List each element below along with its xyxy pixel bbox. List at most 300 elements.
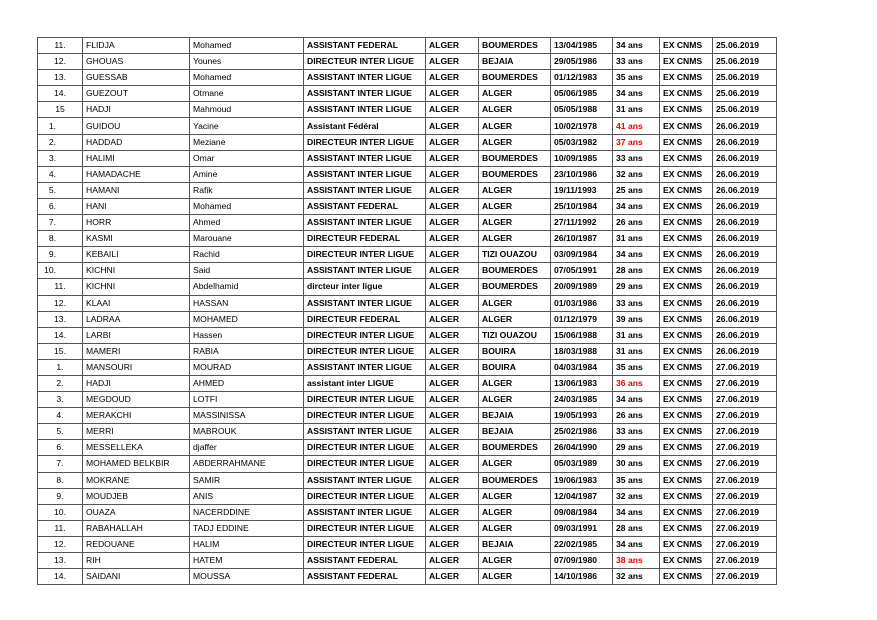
date-cell: 27.06.2019 xyxy=(713,408,777,424)
wilaya-cell: ALGER xyxy=(426,375,479,391)
city-cell: BEJAIA xyxy=(479,424,551,440)
age-cell: 31 ans xyxy=(613,343,660,359)
first-name-cell: TADJ EDDINE xyxy=(190,520,304,536)
origin-cell: EX CNMS xyxy=(660,279,713,295)
birth-date-cell: 12/04/1987 xyxy=(551,488,613,504)
function-cell: ASSISTANT INTER LIGUE xyxy=(304,150,426,166)
function-cell: ASSISTANT INTER LIGUE xyxy=(304,166,426,182)
wilaya-cell: ALGER xyxy=(426,424,479,440)
wilaya-cell: ALGER xyxy=(426,504,479,520)
first-name-cell: MOUSSA xyxy=(190,569,304,585)
last-name-cell: GHOUAS xyxy=(83,54,190,70)
age-cell: 28 ans xyxy=(613,263,660,279)
function-cell: DIRECTEUR INTER LIGUE xyxy=(304,247,426,263)
last-name-cell: MOUDJEB xyxy=(83,488,190,504)
origin-cell: EX CNMS xyxy=(660,553,713,569)
table-row xyxy=(38,198,777,214)
age-cell: 35 ans xyxy=(613,70,660,86)
wilaya-cell: ALGER xyxy=(426,231,479,247)
age-cell: 34 ans xyxy=(613,247,660,263)
last-name-cell: MERRI xyxy=(83,424,190,440)
birth-date-cell: 13/06/1983 xyxy=(551,375,613,391)
date-cell: 25.06.2019 xyxy=(713,54,777,70)
table-row xyxy=(38,279,777,295)
function-cell: DIRECTEUR INTER LIGUE xyxy=(304,134,426,150)
age-cell: 31 ans xyxy=(613,102,660,118)
origin-cell: EX CNMS xyxy=(660,134,713,150)
last-name-cell: MESSELLEKA xyxy=(83,440,190,456)
origin-cell: EX CNMS xyxy=(660,70,713,86)
function-cell: DIRECTEUR INTER LIGUE xyxy=(304,392,426,408)
row-number-cell: 9. xyxy=(38,488,83,504)
origin-cell: EX CNMS xyxy=(660,102,713,118)
age-cell: 29 ans xyxy=(613,279,660,295)
function-cell: DIRECTEUR INTER LIGUE xyxy=(304,408,426,424)
origin-cell: EX CNMS xyxy=(660,424,713,440)
first-name-cell: Mahmoud xyxy=(190,102,304,118)
city-cell: ALGER xyxy=(479,134,551,150)
age-cell: 32 ans xyxy=(613,488,660,504)
birth-date-cell: 05/03/1982 xyxy=(551,134,613,150)
last-name-cell: KICHNI xyxy=(83,279,190,295)
city-cell: ALGER xyxy=(479,520,551,536)
birth-date-cell: 29/05/1986 xyxy=(551,54,613,70)
table-row xyxy=(38,375,777,391)
date-cell: 26.06.2019 xyxy=(713,279,777,295)
function-cell: ASSISTANT FEDERAL xyxy=(304,198,426,214)
date-cell: 26.06.2019 xyxy=(713,215,777,231)
origin-cell: EX CNMS xyxy=(660,569,713,585)
birth-date-cell: 09/08/1984 xyxy=(551,504,613,520)
birth-date-cell: 14/10/1986 xyxy=(551,569,613,585)
table-row xyxy=(38,569,777,585)
date-cell: 27.06.2019 xyxy=(713,553,777,569)
row-number-cell: 5. xyxy=(38,424,83,440)
table-row xyxy=(38,424,777,440)
date-cell: 26.06.2019 xyxy=(713,343,777,359)
row-number-cell: 11. xyxy=(38,38,83,54)
age-cell: 33 ans xyxy=(613,54,660,70)
function-cell: Assistant Fédéral xyxy=(304,118,426,134)
wilaya-cell: ALGER xyxy=(426,359,479,375)
row-number-cell: 4. xyxy=(38,166,83,182)
city-cell: TIZI OUAZOU xyxy=(479,247,551,263)
date-cell: 26.06.2019 xyxy=(713,311,777,327)
origin-cell: EX CNMS xyxy=(660,488,713,504)
wilaya-cell: ALGER xyxy=(426,472,479,488)
date-cell: 27.06.2019 xyxy=(713,359,777,375)
origin-cell: EX CNMS xyxy=(660,392,713,408)
table-row xyxy=(38,182,777,198)
function-cell: ASSISTANT INTER LIGUE xyxy=(304,215,426,231)
birth-date-cell: 01/12/1979 xyxy=(551,311,613,327)
city-cell: BOUMERDES xyxy=(479,70,551,86)
first-name-cell: Mohamed xyxy=(190,70,304,86)
last-name-cell: HADJI xyxy=(83,102,190,118)
city-cell: ALGER xyxy=(479,311,551,327)
birth-date-cell: 26/10/1987 xyxy=(551,231,613,247)
origin-cell: EX CNMS xyxy=(660,182,713,198)
function-cell: ASSISTANT FEDERAL xyxy=(304,553,426,569)
last-name-cell: KLAAI xyxy=(83,295,190,311)
first-name-cell: HALIM xyxy=(190,536,304,552)
wilaya-cell: ALGER xyxy=(426,263,479,279)
first-name-cell: Younes xyxy=(190,54,304,70)
last-name-cell: REDOUANE xyxy=(83,536,190,552)
date-cell: 26.06.2019 xyxy=(713,134,777,150)
function-cell: ASSISTANT INTER LIGUE xyxy=(304,424,426,440)
age-cell: 37 ans xyxy=(613,134,660,150)
age-cell: 28 ans xyxy=(613,520,660,536)
wilaya-cell: ALGER xyxy=(426,150,479,166)
last-name-cell: KASMI xyxy=(83,231,190,247)
date-cell: 25.06.2019 xyxy=(713,38,777,54)
row-number-cell: 3. xyxy=(38,150,83,166)
table-row xyxy=(38,150,777,166)
last-name-cell: MOKRANE xyxy=(83,472,190,488)
city-cell: BOUMERDES xyxy=(479,472,551,488)
city-cell: BOUIRA xyxy=(479,359,551,375)
wilaya-cell: ALGER xyxy=(426,536,479,552)
last-name-cell: RIH xyxy=(83,553,190,569)
city-cell: ALGER xyxy=(479,102,551,118)
row-number-cell: 12. xyxy=(38,54,83,70)
date-cell: 25.06.2019 xyxy=(713,86,777,102)
origin-cell: EX CNMS xyxy=(660,359,713,375)
age-cell: 34 ans xyxy=(613,392,660,408)
birth-date-cell: 24/03/1985 xyxy=(551,392,613,408)
date-cell: 26.06.2019 xyxy=(713,150,777,166)
city-cell: ALGER xyxy=(479,456,551,472)
row-number-cell: 14. xyxy=(38,569,83,585)
birth-date-cell: 20/09/1989 xyxy=(551,279,613,295)
wilaya-cell: ALGER xyxy=(426,311,479,327)
age-cell: 26 ans xyxy=(613,215,660,231)
last-name-cell: SAIDANI xyxy=(83,569,190,585)
wilaya-cell: ALGER xyxy=(426,295,479,311)
birth-date-cell: 07/09/1980 xyxy=(551,553,613,569)
row-number-cell: 13. xyxy=(38,70,83,86)
wilaya-cell: ALGER xyxy=(426,38,479,54)
function-cell: ASSISTANT INTER LIGUE xyxy=(304,504,426,520)
date-cell: 26.06.2019 xyxy=(713,182,777,198)
wilaya-cell: ALGER xyxy=(426,86,479,102)
date-cell: 26.06.2019 xyxy=(713,247,777,263)
city-cell: ALGER xyxy=(479,198,551,214)
row-number-cell: 1. xyxy=(38,118,83,134)
table-row xyxy=(38,536,777,552)
last-name-cell: GUEZOUT xyxy=(83,86,190,102)
birth-date-cell: 19/05/1993 xyxy=(551,408,613,424)
function-cell: dircteur inter ligue xyxy=(304,279,426,295)
first-name-cell: MOHAMED xyxy=(190,311,304,327)
row-number-cell: 6. xyxy=(38,440,83,456)
birth-date-cell: 25/02/1986 xyxy=(551,424,613,440)
last-name-cell: RABAHALLAH xyxy=(83,520,190,536)
function-cell: DIRECTEUR INTER LIGUE xyxy=(304,456,426,472)
origin-cell: EX CNMS xyxy=(660,343,713,359)
wilaya-cell: ALGER xyxy=(426,408,479,424)
date-cell: 25.06.2019 xyxy=(713,70,777,86)
wilaya-cell: ALGER xyxy=(426,166,479,182)
function-cell: ASSISTANT INTER LIGUE xyxy=(304,263,426,279)
city-cell: ALGER xyxy=(479,295,551,311)
age-cell: 31 ans xyxy=(613,327,660,343)
first-name-cell: Omar xyxy=(190,150,304,166)
age-cell: 34 ans xyxy=(613,86,660,102)
last-name-cell: HADDAD xyxy=(83,134,190,150)
first-name-cell: djaffer xyxy=(190,440,304,456)
wilaya-cell: ALGER xyxy=(426,54,479,70)
first-name-cell: LOTFI xyxy=(190,392,304,408)
origin-cell: EX CNMS xyxy=(660,86,713,102)
birth-date-cell: 19/11/1993 xyxy=(551,182,613,198)
function-cell: ASSISTANT INTER LIGUE xyxy=(304,70,426,86)
age-cell: 26 ans xyxy=(613,408,660,424)
last-name-cell: FLIDJA xyxy=(83,38,190,54)
first-name-cell: RABIA xyxy=(190,343,304,359)
table-row xyxy=(38,553,777,569)
city-cell: BOUMERDES xyxy=(479,38,551,54)
table-row xyxy=(38,408,777,424)
roster-table xyxy=(37,37,777,585)
wilaya-cell: ALGER xyxy=(426,488,479,504)
birth-date-cell: 27/11/1992 xyxy=(551,215,613,231)
birth-date-cell: 07/05/1991 xyxy=(551,263,613,279)
row-number-cell: 1. xyxy=(38,359,83,375)
row-number-cell: 4. xyxy=(38,408,83,424)
table-row xyxy=(38,472,777,488)
wilaya-cell: ALGER xyxy=(426,343,479,359)
row-number-cell: 6. xyxy=(38,198,83,214)
age-cell: 29 ans xyxy=(613,440,660,456)
table-row xyxy=(38,359,777,375)
first-name-cell: ABDERRAHMANE xyxy=(190,456,304,472)
table-row xyxy=(38,392,777,408)
table-row xyxy=(38,102,777,118)
function-cell: ASSISTANT FEDERAL xyxy=(304,38,426,54)
birth-date-cell: 01/12/1983 xyxy=(551,70,613,86)
function-cell: DIRECTEUR INTER LIGUE xyxy=(304,536,426,552)
city-cell: BOUMERDES xyxy=(479,440,551,456)
wilaya-cell: ALGER xyxy=(426,70,479,86)
wilaya-cell: ALGER xyxy=(426,392,479,408)
table-row xyxy=(38,343,777,359)
table-row xyxy=(38,327,777,343)
first-name-cell: NACERDDINE xyxy=(190,504,304,520)
age-cell: 41 ans xyxy=(613,118,660,134)
row-number-cell: 15. xyxy=(38,343,83,359)
last-name-cell: LADRAA xyxy=(83,311,190,327)
city-cell: BEJAIA xyxy=(479,408,551,424)
row-number-cell: 10. xyxy=(38,504,83,520)
origin-cell: EX CNMS xyxy=(660,247,713,263)
city-cell: ALGER xyxy=(479,118,551,134)
row-number-cell: 11. xyxy=(38,520,83,536)
last-name-cell: GUIDOU xyxy=(83,118,190,134)
table-row xyxy=(38,70,777,86)
row-number-cell: 10. xyxy=(38,263,83,279)
city-cell: ALGER xyxy=(479,86,551,102)
table-row xyxy=(38,311,777,327)
date-cell: 27.06.2019 xyxy=(713,440,777,456)
date-cell: 26.06.2019 xyxy=(713,263,777,279)
city-cell: BOUMERDES xyxy=(479,279,551,295)
origin-cell: EX CNMS xyxy=(660,38,713,54)
function-cell: DIRECTEUR FEDERAL xyxy=(304,231,426,247)
table-row xyxy=(38,247,777,263)
function-cell: assistant inter LIGUE xyxy=(304,375,426,391)
city-cell: ALGER xyxy=(479,504,551,520)
date-cell: 25.06.2019 xyxy=(713,102,777,118)
function-cell: ASSISTANT INTER LIGUE xyxy=(304,472,426,488)
last-name-cell: HAMANI xyxy=(83,182,190,198)
age-cell: 32 ans xyxy=(613,569,660,585)
wilaya-cell: ALGER xyxy=(426,134,479,150)
origin-cell: EX CNMS xyxy=(660,166,713,182)
age-cell: 34 ans xyxy=(613,536,660,552)
first-name-cell: Said xyxy=(190,263,304,279)
birth-date-cell: 10/02/1978 xyxy=(551,118,613,134)
date-cell: 26.06.2019 xyxy=(713,327,777,343)
table-row xyxy=(38,504,777,520)
function-cell: DIRECTEUR INTER LIGUE xyxy=(304,520,426,536)
table-row xyxy=(38,295,777,311)
age-cell: 38 ans xyxy=(613,553,660,569)
city-cell: TIZI OUAZOU xyxy=(479,327,551,343)
wilaya-cell: ALGER xyxy=(426,102,479,118)
last-name-cell: MANSOURI xyxy=(83,359,190,375)
wilaya-cell: ALGER xyxy=(426,569,479,585)
date-cell: 27.06.2019 xyxy=(713,375,777,391)
origin-cell: EX CNMS xyxy=(660,311,713,327)
last-name-cell: LARBI xyxy=(83,327,190,343)
function-cell: ASSISTANT INTER LIGUE xyxy=(304,102,426,118)
birth-date-cell: 05/06/1985 xyxy=(551,86,613,102)
city-cell: ALGER xyxy=(479,569,551,585)
last-name-cell: HAMADACHE xyxy=(83,166,190,182)
origin-cell: EX CNMS xyxy=(660,440,713,456)
last-name-cell: KEBAILI xyxy=(83,247,190,263)
origin-cell: EX CNMS xyxy=(660,504,713,520)
first-name-cell: MABROUK xyxy=(190,424,304,440)
date-cell: 26.06.2019 xyxy=(713,295,777,311)
wilaya-cell: ALGER xyxy=(426,182,479,198)
date-cell: 27.06.2019 xyxy=(713,392,777,408)
age-cell: 34 ans xyxy=(613,504,660,520)
age-cell: 33 ans xyxy=(613,424,660,440)
last-name-cell: MEGDOUD xyxy=(83,392,190,408)
birth-date-cell: 22/02/1985 xyxy=(551,536,613,552)
birth-date-cell: 23/10/1986 xyxy=(551,166,613,182)
origin-cell: EX CNMS xyxy=(660,536,713,552)
birth-date-cell: 18/03/1988 xyxy=(551,343,613,359)
table-row xyxy=(38,166,777,182)
function-cell: ASSISTANT FEDERAL xyxy=(304,569,426,585)
first-name-cell: HASSAN xyxy=(190,295,304,311)
origin-cell: EX CNMS xyxy=(660,456,713,472)
birth-date-cell: 01/03/1986 xyxy=(551,295,613,311)
row-number-cell: 11. xyxy=(38,279,83,295)
function-cell: ASSISTANT INTER LIGUE xyxy=(304,182,426,198)
first-name-cell: Marouane xyxy=(190,231,304,247)
origin-cell: EX CNMS xyxy=(660,295,713,311)
wilaya-cell: ALGER xyxy=(426,520,479,536)
wilaya-cell: ALGER xyxy=(426,198,479,214)
function-cell: ASSISTANT INTER LIGUE xyxy=(304,359,426,375)
first-name-cell: Hassen xyxy=(190,327,304,343)
first-name-cell: Ahmed xyxy=(190,215,304,231)
city-cell: BOUIRA xyxy=(479,343,551,359)
date-cell: 26.06.2019 xyxy=(713,118,777,134)
birth-date-cell: 15/06/1988 xyxy=(551,327,613,343)
origin-cell: EX CNMS xyxy=(660,215,713,231)
row-number-cell: 3. xyxy=(38,392,83,408)
last-name-cell: OUAZA xyxy=(83,504,190,520)
first-name-cell: Mohamed xyxy=(190,38,304,54)
row-number-cell: 8. xyxy=(38,472,83,488)
wilaya-cell: ALGER xyxy=(426,215,479,231)
age-cell: 30 ans xyxy=(613,456,660,472)
row-number-cell: 9. xyxy=(38,247,83,263)
origin-cell: EX CNMS xyxy=(660,54,713,70)
wilaya-cell: ALGER xyxy=(426,456,479,472)
birth-date-cell: 05/05/1988 xyxy=(551,102,613,118)
last-name-cell: MOHAMED BELKBIR xyxy=(83,456,190,472)
first-name-cell: Meziane xyxy=(190,134,304,150)
age-cell: 32 ans xyxy=(613,166,660,182)
origin-cell: EX CNMS xyxy=(660,150,713,166)
table-row xyxy=(38,118,777,134)
last-name-cell: MERAKCHI xyxy=(83,408,190,424)
wilaya-cell: ALGER xyxy=(426,440,479,456)
first-name-cell: Otmane xyxy=(190,86,304,102)
origin-cell: EX CNMS xyxy=(660,408,713,424)
row-number-cell: 14. xyxy=(38,327,83,343)
date-cell: 26.06.2019 xyxy=(713,166,777,182)
table-row xyxy=(38,134,777,150)
date-cell: 27.06.2019 xyxy=(713,488,777,504)
city-cell: ALGER xyxy=(479,182,551,198)
date-cell: 27.06.2019 xyxy=(713,472,777,488)
row-number-cell: 7. xyxy=(38,456,83,472)
city-cell: BOUMERDES xyxy=(479,150,551,166)
row-number-cell: 15 xyxy=(38,102,83,118)
row-number-cell: 12. xyxy=(38,536,83,552)
function-cell: DIRECTEUR INTER LIGUE xyxy=(304,327,426,343)
first-name-cell: Rafik xyxy=(190,182,304,198)
date-cell: 26.06.2019 xyxy=(713,231,777,247)
first-name-cell: Amine xyxy=(190,166,304,182)
origin-cell: EX CNMS xyxy=(660,198,713,214)
city-cell: ALGER xyxy=(479,215,551,231)
first-name-cell: Abdelhamid xyxy=(190,279,304,295)
first-name-cell: HATEM xyxy=(190,553,304,569)
last-name-cell: KICHNI xyxy=(83,263,190,279)
last-name-cell: HADJI xyxy=(83,375,190,391)
origin-cell: EX CNMS xyxy=(660,118,713,134)
function-cell: DIRECTEUR FEDERAL xyxy=(304,311,426,327)
last-name-cell: HALIMI xyxy=(83,150,190,166)
table-row xyxy=(38,488,777,504)
table-row xyxy=(38,86,777,102)
age-cell: 35 ans xyxy=(613,472,660,488)
last-name-cell: MAMERI xyxy=(83,343,190,359)
age-cell: 34 ans xyxy=(613,38,660,54)
city-cell: BEJAIA xyxy=(479,536,551,552)
age-cell: 39 ans xyxy=(613,311,660,327)
city-cell: ALGER xyxy=(479,392,551,408)
